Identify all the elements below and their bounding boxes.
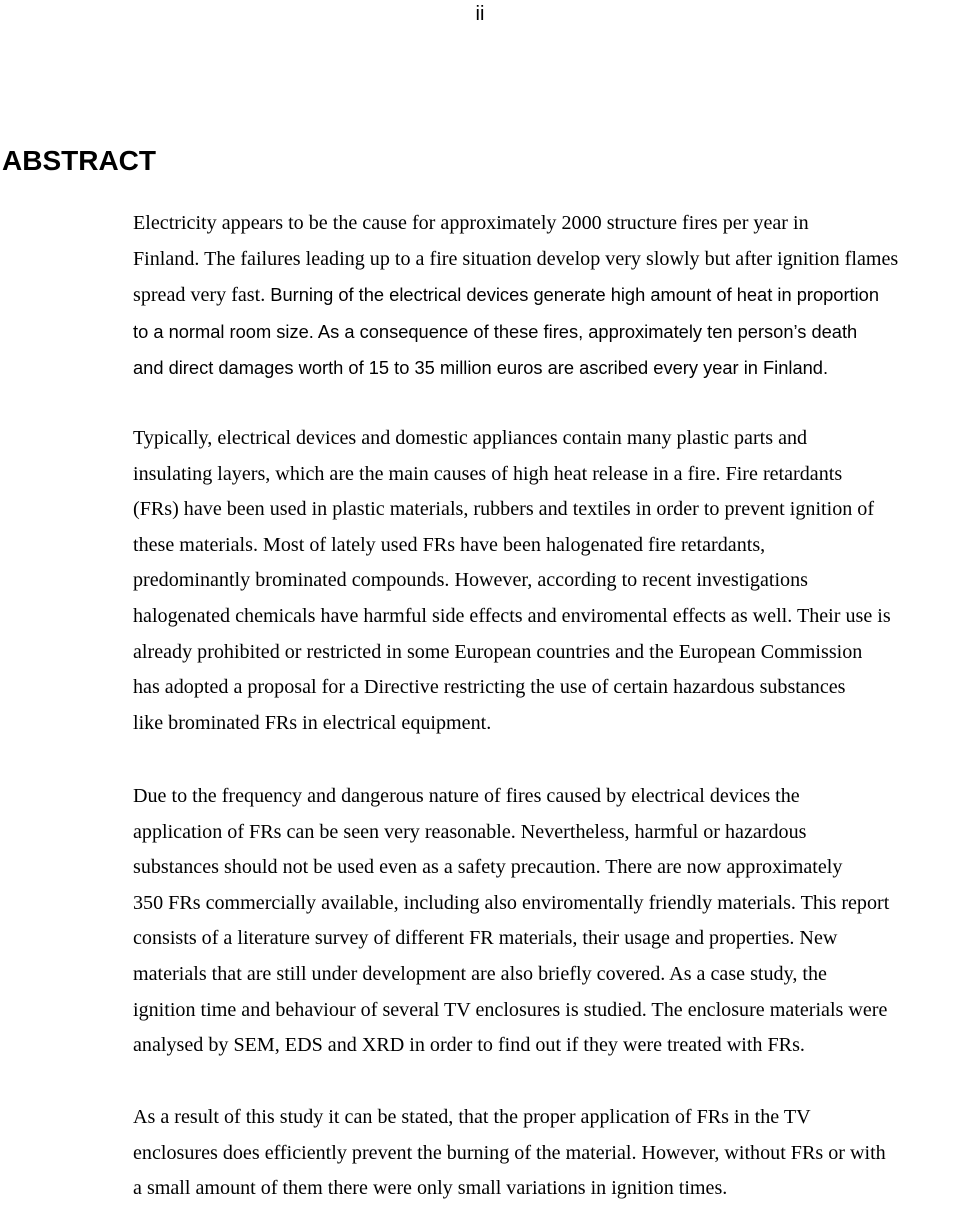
text-segment: Fire retardants [725, 462, 843, 485]
text-line [133, 528, 960, 564]
text-line [133, 706, 960, 742]
text-segment: materials that are still under development are also briefly covered. As a case study, the [133, 962, 827, 985]
text-line [133, 635, 960, 671]
text-line [133, 957, 960, 993]
text-line [133, 1171, 960, 1207]
paragraph-intro [133, 206, 960, 387]
text-line [133, 1100, 960, 1136]
paragraph-conclusion [133, 1100, 960, 1207]
text-line [133, 599, 960, 635]
text-line [133, 492, 960, 528]
text-segment-sans: to a normal room size. [133, 320, 314, 342]
text-segment: already prohibited or restricted in some European countries and the European Commission [133, 640, 863, 663]
text-line [133, 850, 960, 886]
text-segment: insulating layers, which are the main causes of high heat release in a fire. [133, 462, 726, 485]
text-line [133, 457, 960, 493]
text-line [133, 921, 960, 957]
text-line [133, 242, 960, 278]
text-line [133, 1136, 960, 1172]
text-line [133, 779, 960, 815]
text-line [133, 993, 960, 1029]
paragraph-fire-retardants [133, 421, 960, 741]
text-segment: As a result of this study it can be stated, that the proper application of FRs in the TV [133, 1106, 811, 1128]
text-segment: analysed by SEM, EDS and XRD in order to find out if they were treated with FRs. [133, 1034, 805, 1057]
text-segment: 350 FRs commercially available, including also enviromentally friendly materials. This report [133, 891, 890, 914]
text-segment: Electricity appears to be the cause for approximately 2000 structure fires per year in [133, 212, 809, 234]
page-number: ii [475, 3, 485, 25]
text-line [133, 421, 960, 457]
text-line [133, 277, 960, 314]
text-segment: (FRs) have been used in plastic materials, rubbers and textiles in order to prevent ignition of [133, 498, 875, 521]
paragraph-report-scope [133, 779, 960, 1064]
text-line [133, 563, 960, 599]
text-segment-sans: As a consequence of these fires, approximately ten person’s death [313, 320, 858, 342]
text-segment: substances should not be used even as a safety precaution. There are now approximately [133, 856, 843, 879]
text-segment: Finland. The failures leading up to a fire situation develop very slowly but after ignition flames [133, 247, 899, 270]
text-segment: ignition time and behaviour of several TV enclosures is studied. The enclosure materials were [133, 998, 888, 1021]
text-segment: Due to the frequency and dangerous nature of fires caused by electrical devices the [133, 785, 800, 807]
abstract-heading: ABSTRACT [2, 145, 156, 176]
text-segment: has adopted a proposal for a Directive restricting the use of certain hazardous substances [133, 676, 846, 699]
text-segment: enclosures does efficiently prevent the burning of the material. However, without FRs or with [133, 1141, 886, 1164]
text-segment-sans: and direct damages worth of 15 to 35 million euros are ascribed every year in Finland. [133, 357, 829, 379]
text-segment: Typically, electrical devices and domestic appliances contain many plastic parts and [133, 427, 808, 449]
text-line [133, 350, 960, 387]
text-segment: a small amount of them there were only small variations in ignition times. [133, 1177, 728, 1200]
text-line [133, 1028, 960, 1064]
text-segment-sans: Burning of the electrical devices generate high amount of heat in proportion [270, 284, 880, 306]
text-segment: spread very fast. [133, 284, 271, 307]
text-segment: like brominated FRs in electrical equipment. [133, 711, 492, 734]
text-segment: halogenated chemicals have harmful side effects and enviromental effects as well. Their use is [133, 604, 891, 627]
text-line [133, 886, 960, 922]
text-line [133, 670, 960, 706]
text-segment: these materials. Most of lately used FRs have been halogenated fire retardants, [133, 533, 766, 556]
text-segment: consists of a literature survey of different FR materials, their usage and properties. New [133, 927, 838, 950]
text-line [133, 815, 960, 851]
text-line [133, 314, 960, 351]
text-segment: application of FRs can be seen very reasonable. Nevertheless, harmful or hazardous [133, 820, 807, 843]
text-line [133, 206, 960, 242]
text-segment: predominantly brominated compounds. However, according to recent investigations [133, 569, 808, 592]
